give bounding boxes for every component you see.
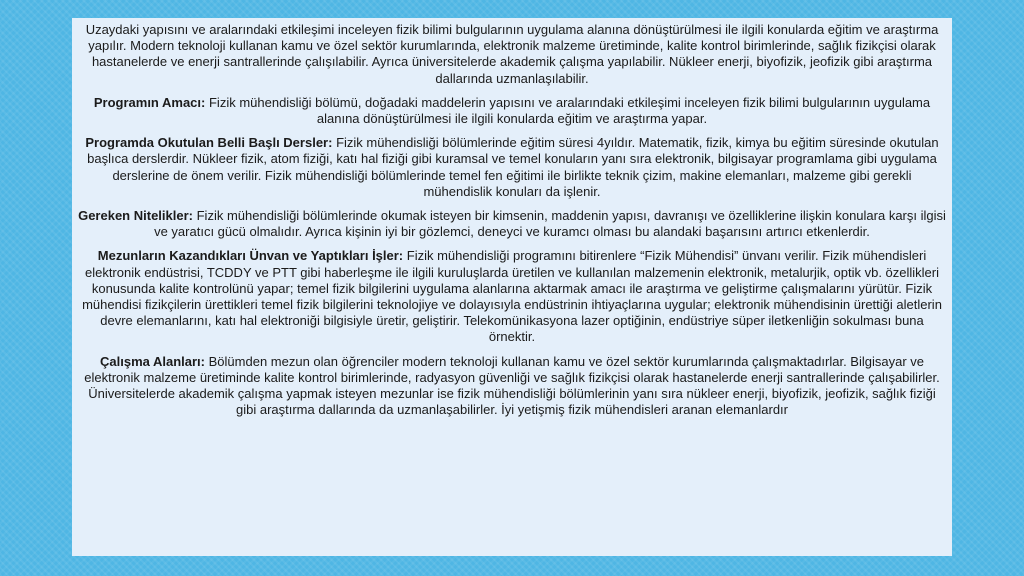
courses-paragraph (78, 135, 946, 200)
intro-paragraph (78, 22, 946, 87)
qualifications-text: Fizik mühendisliği bölümlerinde okumak isteyen bir kimsenin, maddenin yapısı, davranışı ve özelliklerine ilişkin konulara karşı ilgisi ve yaratıcı gücü olmalıdır. Ayrıca kişinin iyi bir gözlemci, deneyci ve kuramcı olması bu alandaki başarısını artırıcı etkenlerdir. (154, 208, 946, 240)
qualifications-heading: Gereken Nitelikler: (78, 208, 193, 224)
slide-content-box (72, 18, 952, 556)
graduate-titles-paragraph (78, 248, 946, 345)
intro-text: Uzaydaki yapısını ve aralarındaki etkileşimi inceleyen fizik bilimi bulgularının uygulama alanına dönüştürülmesi ile ilgili konularda eğitim ve araştırma yapılır. Modern teknoloji kullanan kamu ve özel sektör kurumlarında, elektronik malzeme üretiminde, kalite kontrol birimlerinde, sağlık fizikçisi olarak hastanelerde ve enerji santrallerinde çalışılabilir. Ayrıca üniversitelerde akademik çalışma yapılabilir. Nükleer enerji, biyofizik, jeofizik gibi araştırma dallarında uzmanlaşılabilir. (85, 22, 939, 86)
program-purpose-paragraph (78, 95, 946, 127)
work-areas-paragraph (78, 354, 946, 419)
graduate-titles-text: Fizik mühendisliği programını bitirenlere “Fizik Mühendisi” ünvanı verilir. Fizik mühendisleri elektronik endüstrisi, TCDDY ve PTT gibi haberleşme ile ilgili kuruluşlarda üretilen ve kullanılan malzemenin elektronik, metalurjik, optik vb. özellikleri konusunda kalite kontrolünü yapar; temel fizik bilgilerini uygulama alanlarına aktarmak amacı ile araştırma ve geliştirme çalışmalarını yürütür. Fizik mühendisi fizikçilerin ürettikleri temel fizik bilgilerini teknolojiye ve dolayısıyla endüstrinin ihtiyaçlarına uygular; elektronik mühendisinin ürettiği aletlerin devre elemanlarını, katı hal elektroniği bilgisiyle üretir, geliştirir. Telekomünikasyona lazer optiğinin, endüstriye süper iletkenliğin sokulması buna örnektir. (82, 248, 942, 345)
courses-text: Fizik mühendisliği bölümlerinde eğitim süresi 4yıldır. Matematik, fizik, kimya bu eğitim süresinde okutulan başlıca derslerdir. Nükleer fizik, atom fiziği, katı hal fiziği gibi kuramsal ve temel konuların yanı sıra elektronik, bilgisayar programlama gibi uygulama derslerine de önem verilir. Fizik mühendisliği bölümlerinde temel fen eğitimi ile birlikte teknik çizim, makine elemanları, malzeme gibi gerekli mühendislik konuları da işlenir. (87, 135, 939, 199)
work-areas-text: Bölümden mezun olan öğrenciler modern teknoloji kullanan kamu ve özel sektör kurumlarında çalışmaktadırlar. Bilgisayar ve elektronik malzeme üretiminde kalite kontrol birimlerinde, radyasyon güvenliği ve sağlık fizikçisi olarak hastanelerde enerji santrallerinde çalışabilirler. Üniversitelerde akademik çalışma yapmak isteyen mezunlar ise fizik mühendisliği bölümlerinin yanı sıra nükleer enerji, biyofizik, jeofizik, sağlık fiziği gibi araştırma dallarında da uzmanlaşabilirler. İyi yetişmiş fizik mühendisleri aranan elemanlardır (84, 353, 940, 418)
courses-heading: Programda Okutulan Belli Başlı Dersler: (85, 135, 333, 151)
graduate-titles-heading: Mezunların Kazandıkları Ünvan ve Yaptıkları İşler: (97, 248, 404, 264)
program-purpose-text: Fizik mühendisliği bölümü, doğadaki maddelerin yapısını ve aralarındaki etkileşimi inceleyen fizik bilimi bulgularının uygulama alanına dönüştürülmesi ile ilgili konularda eğitim ve araştırma yapar. (208, 94, 931, 127)
program-purpose-heading: Programın Amacı: (93, 94, 206, 110)
work-areas-heading: Çalışma Alanları: (100, 353, 206, 369)
qualifications-paragraph (78, 208, 946, 240)
